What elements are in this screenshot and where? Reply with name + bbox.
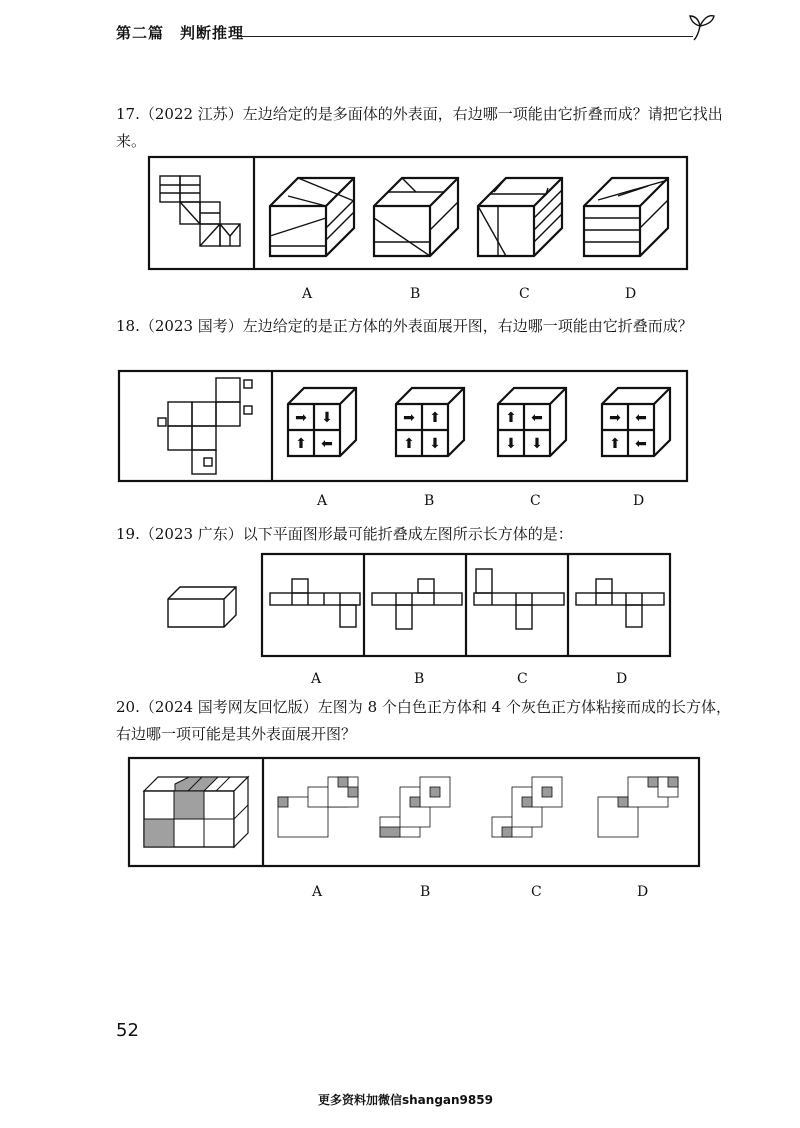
- option-20-c-net: [492, 777, 562, 837]
- svg-text:➡: ➡: [609, 410, 621, 426]
- page-number: 52: [116, 1020, 139, 1041]
- option-label-18-b[interactable]: B: [424, 493, 435, 509]
- option-17-b-shape: [374, 178, 458, 256]
- option-label-18-d[interactable]: D: [633, 493, 645, 509]
- cuboid-of-cubes: [144, 777, 248, 847]
- svg-text:⬇: ⬇: [505, 436, 517, 452]
- sprout-icon: [688, 10, 718, 46]
- option-20-a-net: [278, 777, 358, 837]
- option-label-17-b[interactable]: B: [410, 286, 421, 302]
- question-19-text: 19.（2023 广东）以下平面图形最可能折叠成左图所示长方体的是：: [116, 525, 573, 543]
- svg-text:⬅: ⬅: [321, 436, 333, 452]
- option-label-19-d[interactable]: D: [616, 671, 628, 687]
- question-17-figure: [148, 156, 688, 270]
- header-title: 第二篇 判断推理: [116, 24, 245, 42]
- option-17-d-shape: [584, 178, 668, 256]
- polyhedron-net: [160, 176, 240, 246]
- question-20-text: 20.（2024 国考网友回忆版）左图为 8 个白色正方体和 4 个灰色正方体粘接而成的长方体，右边哪一项可能是其外表面展开图？: [116, 698, 731, 743]
- option-20-d-net: [598, 777, 678, 837]
- option-20-b-net: [380, 777, 450, 837]
- option-label-18-a[interactable]: A: [317, 493, 328, 509]
- question-18-figure: [118, 370, 688, 482]
- option-label-19-c[interactable]: C: [517, 671, 528, 687]
- option-label-17-c[interactable]: C: [519, 286, 530, 302]
- cuboid: [168, 587, 236, 627]
- option-17-a-shape: [270, 178, 354, 256]
- svg-text:⬇: ⬇: [429, 436, 441, 452]
- question-20-figure: [128, 757, 700, 867]
- svg-text:⬆: ⬆: [609, 436, 621, 452]
- svg-text:⬅: ⬅: [531, 410, 543, 426]
- svg-text:⬅: ⬅: [635, 436, 647, 452]
- option-label-18-c[interactable]: C: [530, 493, 541, 509]
- svg-text:⬇: ⬇: [531, 436, 543, 452]
- svg-text:➡: ➡: [403, 410, 415, 426]
- option-17-c-shape: [478, 178, 562, 256]
- svg-text:⬆: ⬆: [505, 410, 517, 426]
- option-label-20-a[interactable]: A: [312, 884, 323, 900]
- svg-text:⬆: ⬆: [295, 436, 307, 452]
- option-label-20-d[interactable]: D: [637, 884, 649, 900]
- svg-text:⬅: ⬅: [635, 410, 647, 426]
- cube-net: [158, 378, 252, 474]
- question-19-figure: [162, 553, 722, 657]
- option-label-19-b[interactable]: B: [414, 671, 425, 687]
- option-label-20-b[interactable]: B: [420, 884, 431, 900]
- option-label-17-a[interactable]: A: [302, 286, 313, 302]
- question-17-text: 17.（2022 江苏）左边给定的是多面体的外表面，右边哪一项能由它折叠而成？请把它找出来。: [116, 105, 723, 150]
- svg-text:⬆: ⬆: [403, 436, 415, 452]
- footer-note: 更多资料加微信shangan9859: [318, 1093, 493, 1107]
- option-label-20-c[interactable]: C: [531, 884, 542, 900]
- svg-text:⬇: ⬇: [321, 410, 333, 426]
- svg-text:⬆: ⬆: [429, 410, 441, 426]
- svg-text:➡: ➡: [295, 410, 307, 426]
- question-18-text: 18.（2023 国考）左边给定的是正方体的外表面展开图，右边哪一项能由它折叠而成？: [116, 317, 693, 335]
- header-rule: [238, 36, 693, 37]
- option-label-19-a[interactable]: A: [311, 671, 322, 687]
- option-label-17-d[interactable]: D: [625, 286, 637, 302]
